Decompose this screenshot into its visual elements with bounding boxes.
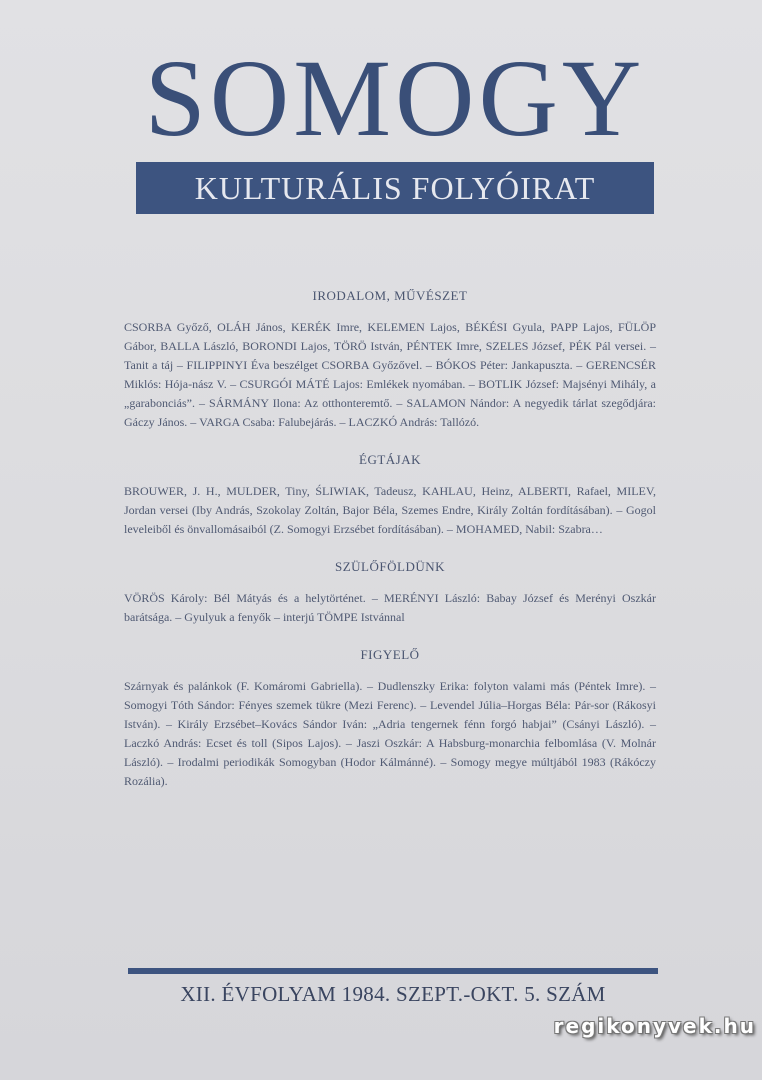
toc-section-literature (124, 288, 656, 432)
section-heading: IRODALOM, MŰVÉSZET (312, 288, 468, 303)
footer-rule (128, 968, 658, 974)
issue-info: XII. ÉVFOLYAM 1984. SZEPT.-OKT. 5. SZÁM (180, 982, 606, 1006)
section-text: VÖRÖS Károly: Bél Mátyás és a helytörténet. – MERÉNYI László: Babay József és Merényi Oszkár barátsága. – Gyulyuk a fenyők – interjú TÖMPE Istvánnal (124, 591, 656, 624)
table-of-contents (124, 288, 656, 811)
section-heading: FIGYELŐ (360, 647, 420, 662)
subtitle-band (136, 162, 654, 214)
magazine-subtitle: KULTURÁLIS FOLYÓIRAT (194, 170, 596, 206)
toc-section-figyelo (124, 647, 656, 791)
toc-section-egtajak (124, 452, 656, 539)
section-text: BROUWER, J. H., MULDER, Tiny, ŚLIWIAK, Tadeusz, KAHLAU, Heinz, ALBERTI, Rafael, MILEV, Jordan versei (Iby András, Szokolay Zoltán, Bajor Béla, Szemes Endre, Király Zoltán fordításában). – Gogol leveleiből és önvallomásaiból (Z. Somogyi Erzsébet fordításában). – MOHAMED, Nabil: Szabra… (124, 484, 656, 536)
section-text: CSORBA Győző, OLÁH János, KERÉK Imre, KELEMEN Lajos, BÉKÉSI Gyula, PAPP Lajos, FÜLÖP Gábor, BALLA László, BORONDI Lajos, TÖRÖ István, PÉNTEK Imre, SZELES József, PÉK Pál versei. – Tanit a táj – FILIPPINYI Éva beszélget CSORBA Győzővel. – BÓKOS Péter: Jankapuszta. – GERENCSÉR Miklós: Hója-nász V. – CSURGÓI MÁTÉ Lajos: Emlékek nyomában. – BOTLIK József: Majsényi Mihály, a „garabonciás”. – SÁRMÁNY Ilona: Az otthonteremtő. – SALAMON Nándor: A negyedik tárlat szegődjára: Gáczy János. – VARGA Csaba: Falubejárás. – LACZKÓ András: Tallózó. (124, 320, 656, 429)
section-heading: ÉGTÁJAK (359, 452, 421, 467)
site-watermark: regikonyvek.hu (553, 1014, 756, 1038)
section-text: Szárnyak és palánkok (F. Komáromi Gabriella). – Dudlenszky Erika: folyton valami más (Péntek Imre). – Somogyi Tóth Sándor: Fényes szemek tükre (Mezi Ferenc). – Levendel Júlia–Horgas Béla: Pár-sor (Rákosyi István). – Király Erzsébet–Kovács Sándor Iván: „Adria tengernek fénn forgó habjai” (Csányi László). – Laczkó András: Ecset és toll (Sipos Lajos). – Jaszi Oszkár: A Habsburg-monarchia felbomlása (V. Molnár László). – Irodalmi periodikák Somogyban (Hodor Kálmánné). – Somogy megye múltjából 1983 (Rákóczy Rozália). (124, 679, 656, 788)
magazine-title: SOMOGY (144, 37, 646, 159)
toc-section-szulofoldunk (124, 559, 656, 627)
section-heading: SZÜLŐFÖLDÜNK (335, 559, 445, 574)
